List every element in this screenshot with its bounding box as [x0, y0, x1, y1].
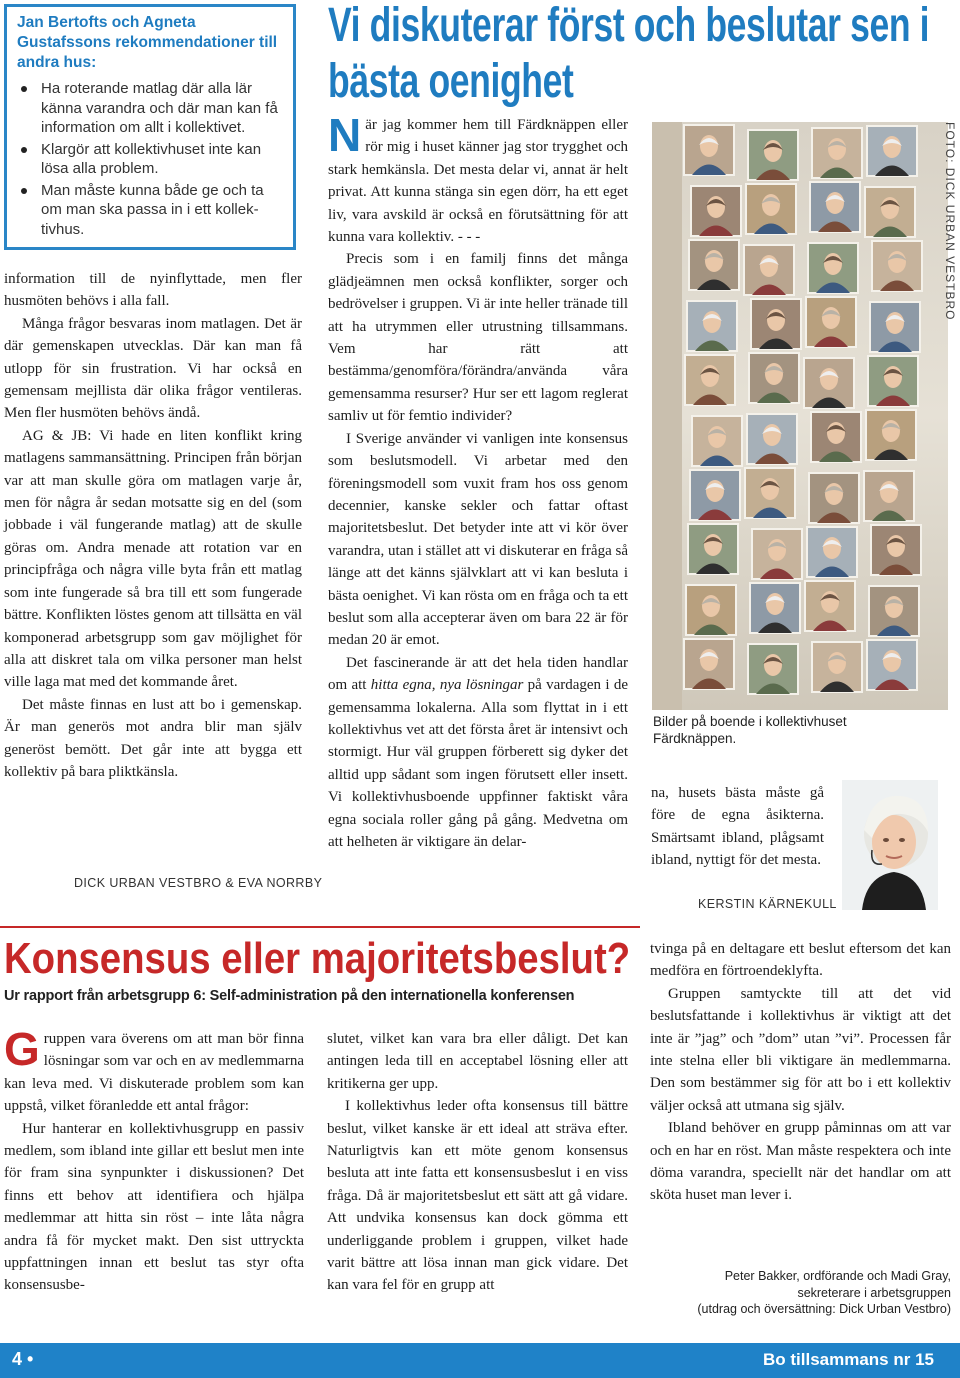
bottom-article-headline: Konsensus eller majoritetsbeslut?	[4, 934, 631, 983]
signature: Peter Bakker, ordförande och Madi Gray, sekreterare i arbetsgruppen (utdrag och översättning: Dick Urban Vestbro)	[697, 1269, 951, 1316]
recommendations-box	[4, 4, 296, 250]
left-article-byline: DICK URBAN VESTBRO & EVA NORRBY	[74, 876, 323, 890]
paragraph: När jag kommer hem till Färdknäppen eller rör mig i huset känner jag stor trygghet och stark hemkänsla. Det mesta delar vi, annat är helt privat. Att kunna stänga sin egen dörr, ha ett eget liv, vara avskild är också en förutsättning för att kunna vara kollektiv. - - -	[328, 109, 628, 246]
top-article-headline: Vi diskuterar först och beslutar sen i bästa oenighet	[328, 0, 930, 108]
list-item: Man måste kunna både ge och ta om man ska passa in i ett kollek-tivhus.	[17, 181, 283, 240]
bullet-icon	[21, 188, 27, 194]
drop-cap: G	[4, 1023, 40, 1075]
left-article-body	[4, 268, 302, 783]
paragraph: Det måste finnas en lust att bo i gemenskap. Är man generös mot andra blir man själv generöst bemött. Det går inte att bygga ett kollektiv på bara pliktkänsla.	[4, 696, 302, 780]
top-article-body	[328, 109, 629, 853]
paragraph: I kollektivhus leder ofta konsensus till bättre beslut, vilket kanske är ett ideal att sträva efter. Naturligtvis kan ett möte genom konsensus besluta att inte fatta ett konsensusbeslut i en viss fråga. Då är majoritetsbeslut ett sätt att gå vidare. Att undvika konsensus kan dock gömma ett underliggande problem i gruppen, vilket hade varit bättre att lösa innan man gick vidare. Det kan vara fel för en grupp att	[327, 1098, 628, 1294]
paragraph: slutet, vilket kan vara bra eller dåligt. Det kan antingen leda till en acceptabel lösning eller att kritikerna ger upp.	[327, 1031, 628, 1092]
list-item: Ha roterande matlag där alla lär känna varandra och där man kan få information om allt i kollektivet.	[17, 79, 283, 138]
paragraph: information till de nyinflyttade, men fler husmöten behövs i alla fall.	[4, 271, 302, 310]
author-portrait	[842, 780, 938, 910]
paragraph: tvinga på en deltagare ett beslut eftersom det kan medföra en förtroendeklyfta.	[650, 941, 951, 980]
bottom-article-col-3	[650, 938, 951, 1207]
paragraph: I Sverige använder vi vanligen inte konsensus som beslutsmodell. Vi arbetar med den föreningsmodell som vuxit fram hos oss genom decennier, kanske sekler och fattar oftast majoritetsbeslut. Det betyder inte att vi kör över varandra, utan i stället att vi diskuterar en fråga så länge att det känns självklart att vi kan besluta i bästa oenighet. Vi kan rösta om en fråga och ta ett beslut som alla accepterar även om bara 22 är för medan 20 är emot.	[328, 430, 628, 649]
bottom-article-col-2	[327, 1028, 628, 1297]
paragraph: Ibland behöver en grupp påminnas om att var och en har en röst. Man måste respektera och inte döma varandra, speciellt när det handlar om att sköta huset man lever i.	[650, 1120, 951, 1204]
drop-cap: N	[328, 109, 362, 161]
recommendations-list	[17, 79, 283, 239]
bottom-article-subhead: Ur rapport från arbetsgrupp 6: Self-administration på den internationella konferensen	[4, 988, 575, 1004]
magazine-title: Bo tillsammans nr 15	[762, 1350, 934, 1369]
page-footer	[0, 1343, 960, 1378]
paragraph: Gruppen vara överens om att man bör finna lösningar som var och en av medlemmarna kan leva med. Vi diskuterade problem som kan uppstå, vilket föranledde ett antal frågor:	[4, 1023, 304, 1115]
paragraph: na, husets bästa måste gå före de egna åsikterna. Smärtsamt ibland, plågsamt ibland, nyttigt för det mesta.	[651, 785, 824, 869]
paragraph: Många frågor besvaras inom matlagen. Det är där gemenskapen utvecklas. Där kan man få utlopp för sin frustration. Vi har också en gemensam mejllista där olika frågor ventileras. Men fler husmöten behövs ändå.	[4, 315, 302, 422]
paragraph: Precis som i en familj finns det många glädjeämnen men också konflikter, sorger och bedrövelser i gruppen. Vi är inte heller tränade till att ha utrymmen eller utrustning tillsammans. Vem har rätt att bestämma/genomföra/förändra/använda våra gemensamma resurser? Hur ser ett lagom reglerat samliv ut för femtio individer?	[328, 251, 628, 425]
paragraph: Gruppen samtyckte till att det vid beslutsfattande i kollektivhus är viktigt att det inte är ”jag” och ”dom” utan ”vi”. Processen får inte stelna eller bli viktigare än medlemmarna. Den som bestämmer sig för att bo i ett kollektiv väljer också att utmana sig själv.	[650, 985, 951, 1114]
paragraph: Hur hanterar en kollektivhusgrupp en passiv medlem, som ibland inte gillar ett beslut men inte för fram sina synpunkter i diskussionen? Det finns ett behov att identifiera och hjälpa medlemmar att hitta sin röst – inte låta några andra få för mycket makt. Den sist uttryckta uppfattningen innan ett beslut tas styr ofta konsensusbe-	[4, 1120, 304, 1294]
photo-credit: FOTO: DICK URBAN VESTBRO	[943, 122, 957, 321]
list-item: Klargör att kollektivhuset inte kan lösa alla problem.	[17, 140, 283, 179]
top-article-continuation	[651, 782, 824, 872]
bullet-icon	[21, 147, 27, 153]
bullet-icon	[21, 86, 27, 92]
paragraph: AG & JB: Vi hade en liten konflikt kring matlagens sammansättning. Principen från början var att man skulle göra om matlagen varje år, men för några år sedan motsatte sig en del (som jobbade i väl fungerande matlag) att de skulle göras om. Andra menade att rotation var en principfråga och några ville byta från ett matlag som inte fungerade så bra till ett som fungerade bättre. Konflikten löstes genom att tillsätta en väl komponerad arbetsgrupp som gav möjlighet för alla att diskret tala om vilka personer man helst ville laga mat med det kommande året.	[4, 427, 302, 691]
photo-caption: Bilder på boende i kollektivhuset Färdknäppen.	[653, 714, 847, 746]
box-title: Jan Bertofts och Agneta Gustafssons rekommendationer till andra hus:	[17, 14, 278, 71]
bottom-article-col-1	[4, 1023, 304, 1297]
section-divider	[0, 926, 640, 928]
page-number: 4 •	[12, 1349, 34, 1369]
residents-photo	[652, 122, 948, 710]
paragraph: Det fascinerande är att det hela tiden handlar om att hitta egna, nya lösningar på vardagen i de gemensamma lokalerna. Alla som flyttat in i ett kollektivhus vet att det första året är intensivt och stormigt. Hur väl gruppen förberett sig dyker det alltid upp sådant som ingen förutsett eller insett. Vi kollektivhusboende uppfinner faktiskt våra egna sociala roller gång på gång. Medvetna om att helheten är viktigare än delar-	[328, 654, 629, 850]
top-article-author: KERSTIN KÄRNEKULL	[698, 897, 837, 911]
